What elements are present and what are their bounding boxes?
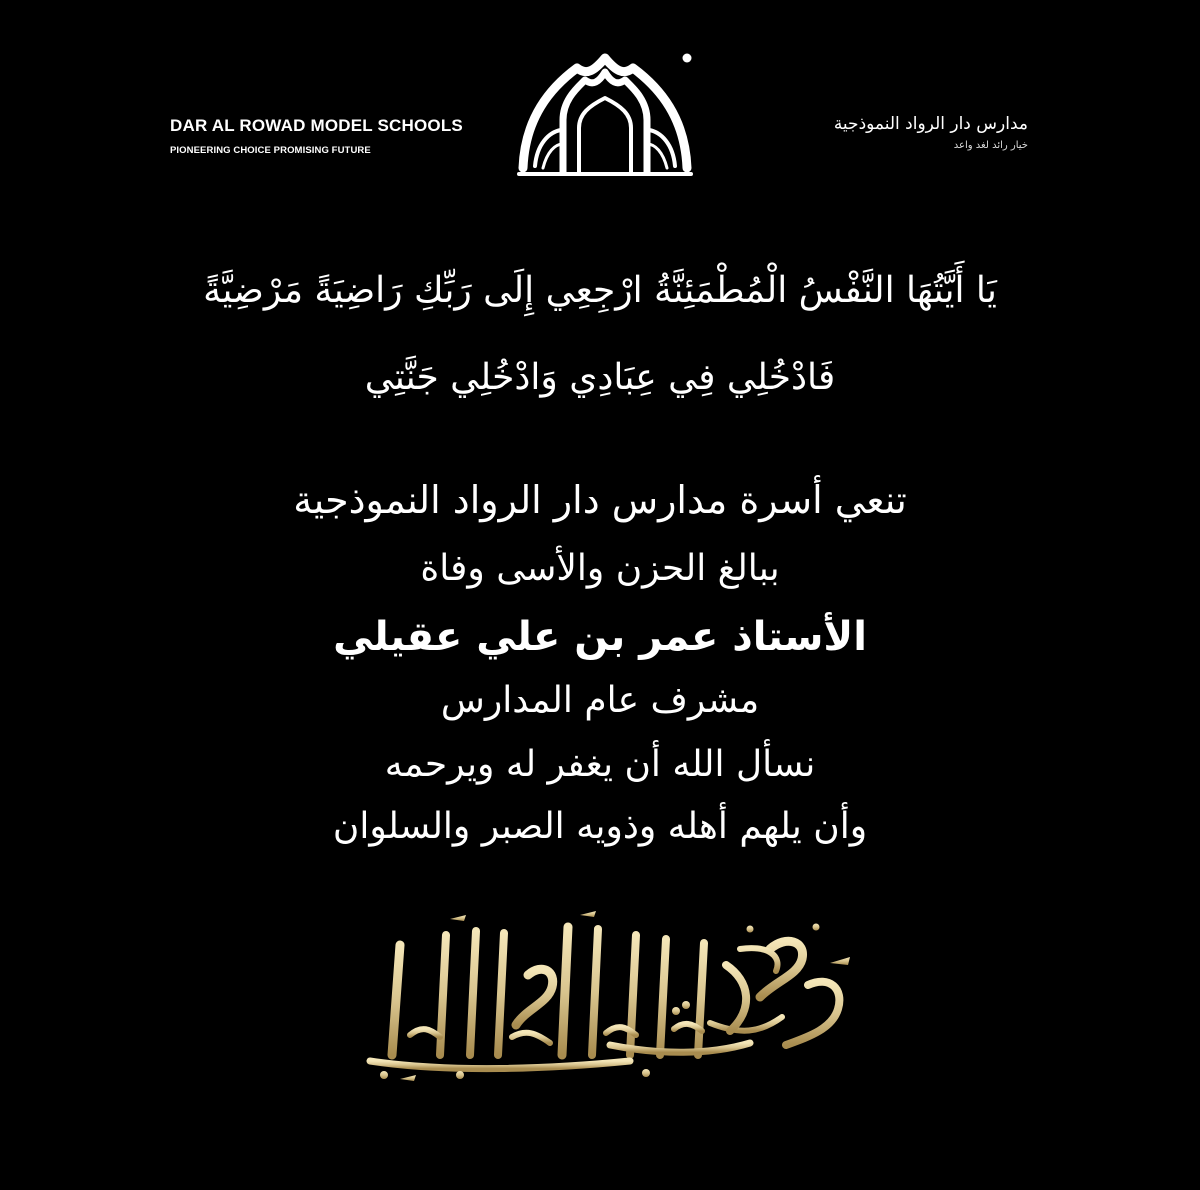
deceased-name: الأستاذ عمر بن علي عقيلي (333, 614, 867, 660)
prayer-line-2: وأن يلهم أهله وذويه الصبر والسلوان (332, 806, 868, 847)
brand-english (170, 116, 500, 156)
brand-arabic (708, 114, 1028, 151)
brand-name-ar: مدارس دار الرواد النموذجية (833, 114, 1028, 134)
announcement-line-2: ببالغ الحزن والأسى وفاة (420, 548, 780, 589)
brand-name-en: DAR AL ROWAD MODEL SCHOOLS (170, 116, 463, 135)
prayer-line-1: نسأل الله أن يغفر له ويرحمه (384, 744, 816, 785)
brand-tagline-ar: خيار رائد لغد واعد (953, 140, 1028, 151)
announcement-line-1: تنعي أسرة مدارس دار الرواد النموذجية (293, 478, 907, 522)
deceased-title: مشرف عام المدارس (440, 680, 760, 721)
quran-verse-line-1: يَا أَيَّتُهَا النَّفْسُ الْمُطْمَئِنَّةُ ارْجِعِي إِلَى رَبِّكِ رَاضِيَةً مَرْضِيَّةً (203, 270, 997, 311)
brand-tagline-en: PIONEERING CHOICE PROMISING FUTURE (170, 145, 371, 156)
header (0, 0, 1200, 200)
arched-gate-logo-icon (515, 48, 695, 178)
calligraphy-inna-lillah (330, 905, 870, 1085)
quran-verse-line-2: فَادْخُلِي فِي عِبَادِي وَادْخُلِي جَنَّتِي (364, 357, 836, 398)
